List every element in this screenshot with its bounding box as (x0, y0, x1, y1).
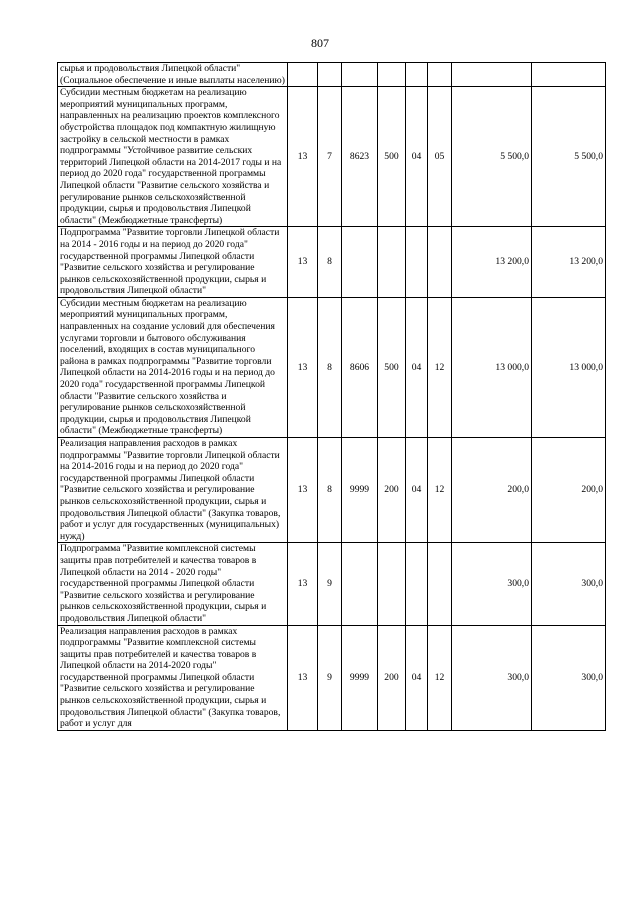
row-description: Реализация направления расходов в рамках подпрограммы "Развитие комплексной системы защиты прав потребителей и качества товаров в Липецкой области на 2014-2020 годы" государственной программы Липецкой области "Развитие сельского хозяйства и регулирование рынков сельскохозяйственной продукции, сырья и продовольствия Липецкой области" (Закупка товаров, работ и услуг для (58, 625, 288, 730)
table-row (58, 438, 606, 543)
amount-2: 300,0 (532, 625, 606, 730)
amount-1 (452, 63, 532, 87)
code-direction (342, 543, 378, 625)
code-subsection: 12 (428, 625, 452, 730)
code-section: 04 (406, 625, 428, 730)
amount-2: 13 200,0 (532, 227, 606, 298)
amount-1: 200,0 (452, 438, 532, 543)
amount-1: 13 000,0 (452, 297, 532, 437)
table-row (58, 297, 606, 437)
code-subprogram: 9 (318, 543, 342, 625)
code-expense-type: 200 (378, 438, 406, 543)
row-description: Подпрограмма "Развитие комплексной системы защиты прав потребителей и качества товаров в Липецкой области на 2014 - 2020 годы" государственной программы Липецкой области "Развитие сельского хозяйства и регулирование рынков сельскохозяйственной продукции, сырья и продовольствия Липецкой области" (58, 543, 288, 625)
amount-2: 5 500,0 (532, 87, 606, 227)
amount-2: 300,0 (532, 543, 606, 625)
code-expense-type (378, 227, 406, 298)
row-description: сырья и продовольствия Липецкой области" (Социальное обеспечение и иные выплаты населению) (58, 63, 288, 87)
code-subsection: 12 (428, 297, 452, 437)
code-expense-type: 200 (378, 625, 406, 730)
code-section (406, 227, 428, 298)
code-subprogram: 7 (318, 87, 342, 227)
code-expense-type: 500 (378, 87, 406, 227)
code-expense-type: 500 (378, 297, 406, 437)
code-direction: 8623 (342, 87, 378, 227)
code-gp (288, 63, 318, 87)
code-subprogram: 8 (318, 297, 342, 437)
amount-1: 5 500,0 (452, 87, 532, 227)
table-row (58, 63, 606, 87)
code-gp: 13 (288, 227, 318, 298)
table-row (58, 625, 606, 730)
code-subsection (428, 227, 452, 298)
code-gp: 13 (288, 438, 318, 543)
code-direction: 8606 (342, 297, 378, 437)
amount-2: 13 000,0 (532, 297, 606, 437)
row-description: Подпрограмма "Развитие торговли Липецкой области на 2014 - 2016 годы и на период до 2020 года" государственной программы Липецкой области "Развитие сельского хозяйства и регулирование рынков сельскохозяйственной продукции, сырья и продовольствия Липецкой области" (58, 227, 288, 298)
amount-1: 300,0 (452, 625, 532, 730)
code-section (406, 543, 428, 625)
code-direction (342, 63, 378, 87)
code-gp: 13 (288, 87, 318, 227)
row-description: Реализация направления расходов в рамках подпрограммы "Развитие торговли Липецкой области на 2014-2016 годы и на период до 2020 года" государственной программы Липецкой области "Развитие сельского хозяйства и регулирование рынков сельскохозяйственной продукции, сырья и продовольствия Липецкой области" (Закупка товаров, работ и услуг для государственных (муниципальных) нужд) (58, 438, 288, 543)
table-row (58, 227, 606, 298)
code-section: 04 (406, 297, 428, 437)
code-direction: 9999 (342, 438, 378, 543)
table-row (58, 543, 606, 625)
code-section: 04 (406, 87, 428, 227)
code-direction: 9999 (342, 625, 378, 730)
code-subsection: 12 (428, 438, 452, 543)
table-row (58, 87, 606, 227)
budget-table (57, 62, 606, 731)
amount-1: 13 200,0 (452, 227, 532, 298)
amount-1: 300,0 (452, 543, 532, 625)
code-direction (342, 227, 378, 298)
code-subprogram (318, 63, 342, 87)
amount-2 (532, 63, 606, 87)
code-gp: 13 (288, 625, 318, 730)
page-number: 807 (311, 36, 329, 50)
row-description: Субсидии местным бюджетам на реализацию мероприятий муниципальных программ, направленных на создание условий для обеспечения услугами торговли и бытового обслуживания поселений, входящих в состав муниципального района в рамках подпрограммы "Развитие торговли Липецкой области на 2014-2016 годы и на период до 2020 года" государственной программы Липецкой области "Развитие сельского хозяйства и регулирование рынков сельскохозяйственной продукции, сырья и продовольствия Липецкой области" (Межбюджетные трансферты) (58, 297, 288, 437)
code-subprogram: 9 (318, 625, 342, 730)
code-subsection (428, 543, 452, 625)
code-section: 04 (406, 438, 428, 543)
code-subprogram: 8 (318, 227, 342, 298)
code-subsection (428, 63, 452, 87)
amount-2: 200,0 (532, 438, 606, 543)
code-gp: 13 (288, 543, 318, 625)
code-expense-type (378, 63, 406, 87)
code-subsection: 05 (428, 87, 452, 227)
code-expense-type (378, 543, 406, 625)
code-section (406, 63, 428, 87)
code-gp: 13 (288, 297, 318, 437)
code-subprogram: 8 (318, 438, 342, 543)
row-description: Субсидии местным бюджетам на реализацию мероприятий муниципальных программ, направленных на реализацию проектов комплексного обустройства площадок под компактную жилищную застройку в сельской местности в рамках подпрограммы "Устойчивое развитие сельских территорий Липецкой области на 2014-2017 годы и на период до 2020 года" государственной программы Липецкой области "Развитие сельского хозяйства и регулирование рынков сельскохозяйственной продукции, сырья и продовольствия Липецкой области" (Межбюджетные трансферты) (58, 87, 288, 227)
